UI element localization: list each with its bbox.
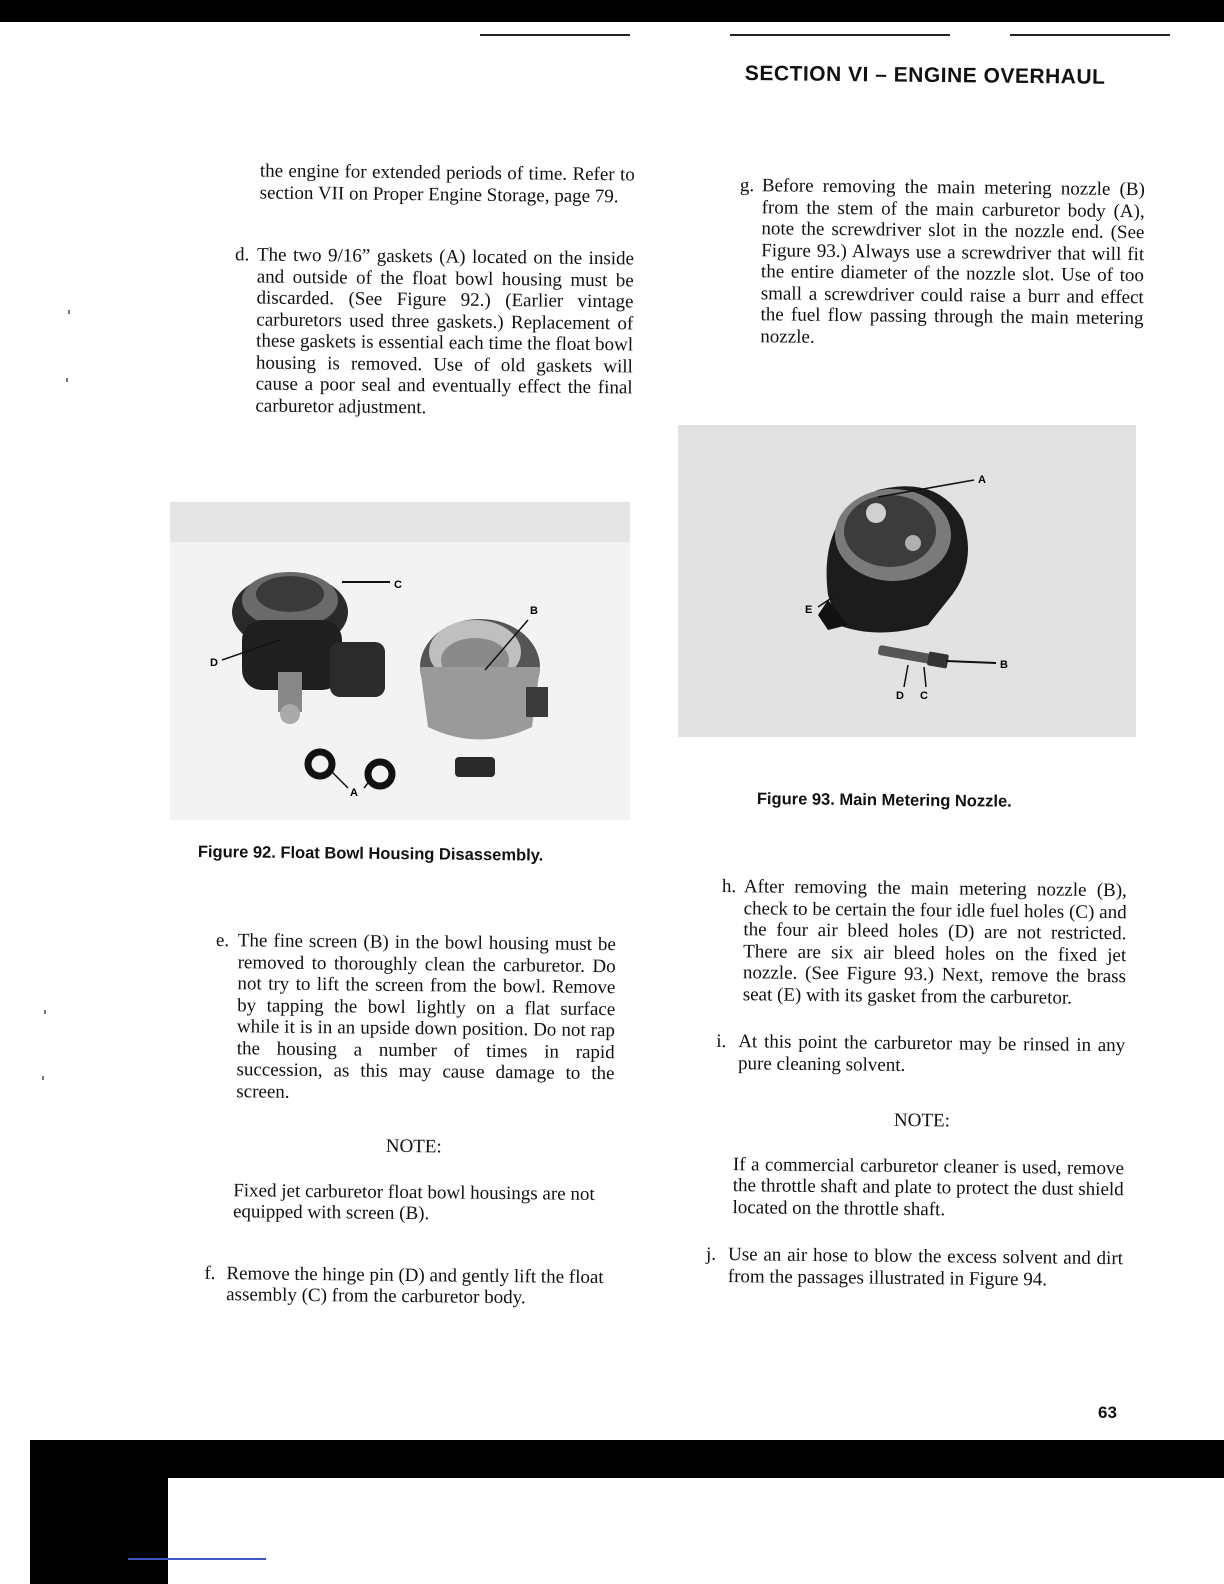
step-g (738, 175, 1145, 351)
step-i (716, 1031, 1125, 1078)
note-heading: NOTE: (893, 1109, 951, 1132)
header-rule (1010, 34, 1170, 36)
right-column-bottom (705, 876, 1127, 1291)
callout-b: B (530, 605, 538, 617)
callout-e: E (805, 604, 813, 616)
step-label: j. (705, 1243, 717, 1265)
margin-mark (42, 1076, 44, 1080)
step-f (204, 1262, 612, 1309)
callout-c: C (394, 579, 402, 591)
header-rule (480, 34, 630, 36)
step-j (706, 1244, 1123, 1291)
callout-b: B (1000, 659, 1008, 671)
step-label: g. (739, 175, 755, 197)
scan-blue-line (128, 1558, 266, 1560)
note-text: If a commercial carburetor cleaner is used, remove the throttle shaft and plate to protect the dust shield located on the throttle shaft. (732, 1153, 1125, 1220)
step-d (233, 244, 634, 420)
margin-mark (44, 1010, 46, 1014)
callout-d: D (210, 657, 218, 669)
step-text: Use an air hose to blow the excess solvent and dirt from the passages illustrated in Figure 94. (727, 1244, 1124, 1290)
note-heading: NOTE: (385, 1135, 442, 1158)
step-text: After removing the main metering nozzle (B), check to be certain the four idle fuel holes (C) and the four air bleed holes (D) are not restricted. There are six air bleed holes on the fixed jet nozzle. (See Figure 93.) Next, remove the brass seat (E) with its gasket from the carburetor. (742, 876, 1127, 1009)
scan-corner (30, 1440, 168, 1584)
figure-93-photo (678, 425, 1136, 737)
margin-mark (68, 310, 70, 314)
step-text: Before removing the main metering nozzle (B) from the stem of the main carburetor body (A), note the screwdriver slot in the nozzle end. (See Figure 93.) Always use a screwdriver that will fit the entire diameter of the nozzle slot. Use of too small a screwdriver could raise a burr and effect the fuel flow passing through the main metering nozzle. (760, 175, 1145, 348)
step-text: The two 9/16” gaskets (A) located on the inside and outside of the float bowl housing must be discarded. (See Figure 92.) (Earlier vintage carburetors used three gaskets.) Replacement of these gaskets is essential each time the float bowl housing is removed. Use of old gaskets will cause a poor seal and eventually effect the final carburetor adjustment. (255, 244, 635, 418)
step-label: f. (204, 1262, 216, 1284)
figure-93-caption: Figure 93. Main Metering Nozzle. (756, 790, 1012, 811)
step-label: e. (215, 930, 230, 952)
left-column-top (207, 160, 635, 420)
callout-c: C (920, 690, 928, 702)
step-text: The fine screen (B) in the bowl housing must be removed to thoroughly clean the carburetor. Do not try to lift the screen from the bowl. Remove by tapping the bowl lightly on a flat surface while it is in an upside down position. Do not rap the housing a number of times in rapid succession, as this may cause damage to the screen. (236, 930, 616, 1103)
scan-top-border (0, 0, 1224, 22)
intro-paragraph: the engine for extended periods of time. Refer to section VII on Proper Engine Storage, page 79. (259, 160, 635, 207)
note-text: Fixed jet carburetor float bowl housings are not equipped with screen (B). (232, 1179, 595, 1225)
figure-92-photo (170, 502, 630, 820)
callout-a: A (350, 787, 358, 799)
step-e (214, 930, 616, 1106)
step-h (721, 876, 1127, 1009)
step-label: h. (721, 876, 737, 898)
step-label: i. (716, 1030, 727, 1053)
scan-bottom-border (30, 1440, 1224, 1478)
header-rule (730, 34, 950, 36)
right-column-top (738, 175, 1145, 351)
left-column-bottom (204, 930, 616, 1310)
margin-mark (66, 378, 68, 382)
step-text: Remove the hinge pin (D) and gently lift the float assembly (C) from the carburetor body. (226, 1262, 604, 1309)
callout-d: D (896, 690, 904, 702)
step-label: d. (234, 244, 250, 266)
step-text: At this point the carburetor may be rinsed in any pure cleaning solvent. (737, 1031, 1126, 1076)
callout-a: A (978, 474, 986, 486)
figure-92-caption: Figure 92. Float Bowl Housing Disassembly. (197, 843, 544, 865)
section-header: SECTION VI – ENGINE OVERHAUL (744, 62, 1106, 89)
page-number: 63 (1098, 1403, 1117, 1422)
